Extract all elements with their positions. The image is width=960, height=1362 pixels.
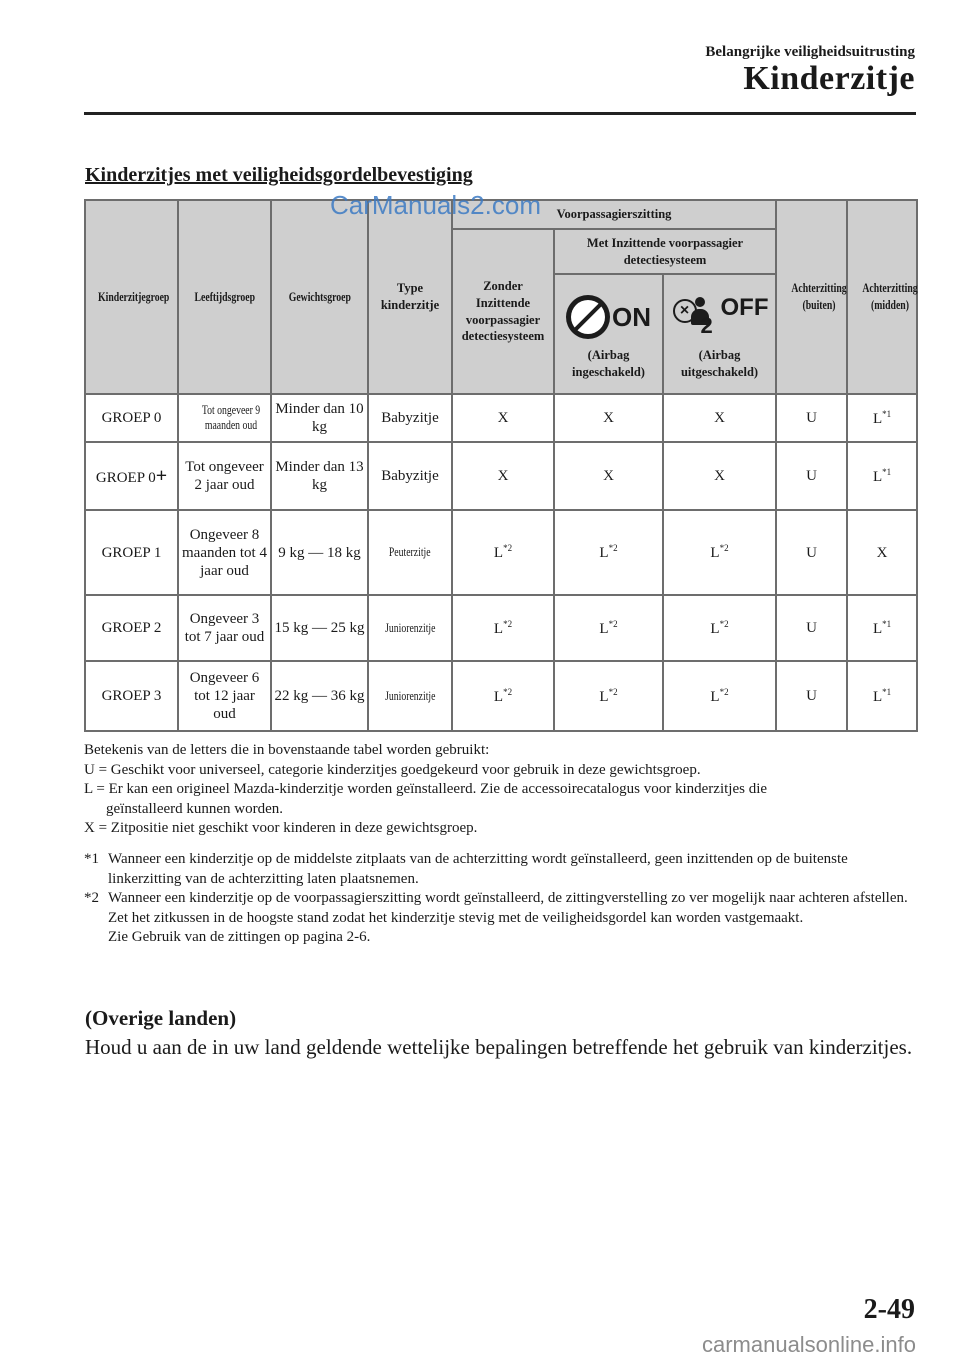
- col-header-type: Type kinderzitje: [368, 200, 452, 394]
- col-header-rear-outer: Achterzitting (buiten): [776, 200, 847, 394]
- header-divider: [84, 112, 916, 115]
- rear-outer-cell: U: [776, 394, 847, 442]
- rear-middle-cell: $L^{*1}$: [847, 595, 917, 661]
- airbag-on-cell: X: [554, 442, 663, 510]
- group-cell: GROEP 3: [85, 661, 178, 731]
- type-cell: Babyzitje: [368, 394, 452, 442]
- footnote-2: *2 Wanneer een kinderzitje op de voorpassagierszitting wordt geïnstalleerd, de zittingverstelling zo ver mogelijk naar achteren afstellen. Zet het zitkussen in de hoogste stand zodat het kinderzitje stevig met de veiligheidsgordel kan worden vastgemaakt. Zie Gebruik van de zittingen op pagina 2-6.: [84, 890, 908, 945]
- rear-middle-cell: $L^{*1}$: [847, 442, 917, 510]
- rear-outer-cell: U: [776, 510, 847, 595]
- airbag-off-cell: X: [663, 394, 776, 442]
- without-detection-cell: X: [452, 442, 554, 510]
- without-detection-cell: $L^{*2}$: [452, 661, 554, 731]
- age-cell: Ongeveer 6 tot 12 jaar oud: [178, 661, 271, 731]
- weight-cell: 22 kg — 36 kg: [271, 661, 368, 731]
- off-label: OFF: [720, 293, 769, 321]
- page-reference: Zie Gebruik van de zittingen op pagina 2-6.: [108, 929, 371, 945]
- rear-middle-cell: $L^{*1}$: [847, 394, 917, 442]
- group-cell: GROEP 1: [85, 510, 178, 595]
- table-row: [85, 595, 917, 661]
- airbag-on-label: (Airbag ingeschakeld): [572, 348, 645, 379]
- weight-cell: 15 kg — 25 kg: [271, 595, 368, 661]
- table-row: [85, 442, 917, 510]
- weight-cell: Minder dan 10 kg: [271, 394, 368, 442]
- weight-cell: Minder dan 13 kg: [271, 442, 368, 510]
- rear-middle-cell: X: [847, 510, 917, 595]
- airbag-on-indicator: [557, 287, 660, 347]
- rear-outer-cell: U: [776, 661, 847, 731]
- airbag-off-label: (Airbag uitgeschakeld): [680, 348, 759, 379]
- without-detection-cell: $L^{*2}$: [452, 510, 554, 595]
- legend-l-continued: geïnstalleerd kunnen worden.: [106, 800, 284, 817]
- col-header-airbag-off: [663, 274, 776, 394]
- watermark-text: CarManuals2.com: [330, 190, 541, 220]
- passenger-airbag-off-icon: × 2: [671, 295, 719, 339]
- airbag-off-indicator: [666, 287, 773, 347]
- rear-outer-cell: U: [776, 442, 847, 510]
- section-title: Kinderzitjes met veiligheidsgordelbevestiging: [85, 164, 473, 186]
- footnotes: [84, 850, 919, 948]
- on-label: ON: [612, 301, 651, 332]
- table-row: [85, 661, 917, 731]
- col-header-front-seat: Voorpassagierszitting: [452, 200, 776, 229]
- legend: [84, 741, 919, 839]
- col-header-airbag-on: [554, 274, 663, 394]
- legend-l: L = Er kan een origineel Mazda-kinderzitje worden geïnstalleerd. Zie de accessoirecatalogus voor kinderzitjes die: [84, 781, 768, 797]
- legend-x: X = Zitpositie niet geschikt voor kinderen in deze gewichtsgroep.: [84, 820, 478, 836]
- col-header-weight: Gewichtsgroep: [271, 200, 368, 394]
- weight-cell: 9 kg — 18 kg: [271, 510, 368, 595]
- type-cell: Juniorenzitje: [368, 595, 452, 661]
- type-cell: Babyzitje: [368, 442, 452, 510]
- type-cell: Juniorenzitje: [368, 661, 452, 731]
- col-header-rear-middle: Achterzitting (midden): [847, 200, 917, 394]
- airbag-off-cell: $L^{*2}$: [663, 661, 776, 731]
- without-detection-cell: X: [452, 394, 554, 442]
- seat-airbag-icon: [566, 295, 610, 339]
- age-cell: Tot ongeveer 9 maanden oud: [178, 394, 271, 442]
- airbag-on-cell: $L^{*2}$: [554, 595, 663, 661]
- group-cell: GROEP 0: [85, 394, 178, 442]
- airbag-off-cell: $L^{*2}$: [663, 595, 776, 661]
- airbag-on-cell: X: [554, 394, 663, 442]
- airbag-off-cell: X: [663, 442, 776, 510]
- age-cell: Ongeveer 8 maanden tot 4 jaar oud: [178, 510, 271, 595]
- footer-watermark: carmanualsonline.info: [701, 1332, 916, 1357]
- other-countries-heading: (Overige landen): [85, 1006, 237, 1030]
- col-header-without-detection: Zonder Inzittende voorpassagier detectiesysteem: [452, 229, 554, 394]
- page-number: 2-49: [863, 1294, 915, 1325]
- legend-u: U = Geschikt voor universeel, categorie kinderzitjes goedgekeurd voor gebruik in deze gewichtsgroep.: [84, 761, 701, 778]
- rear-outer-cell: U: [776, 595, 847, 661]
- age-cell: Ongeveer 3 tot 7 jaar oud: [178, 595, 271, 661]
- footnote-1: *1 Wanneer een kinderzitje op de middelste zitplaats van de achterzitting wordt geïnstalleerd, geen inzittenden op de buitenste linkerzitting van de achterzitting laten plaatsnemen.: [84, 851, 848, 887]
- airbag-off-cell: $L^{*2}$: [663, 510, 776, 595]
- legend-intro: Betekenis van de letters die in bovenstaande tabel worden gebruikt:: [84, 742, 490, 758]
- col-header-with-detection: Met Inzittende voorpassagier detectiesysteem: [554, 229, 776, 274]
- table-row: [85, 394, 917, 442]
- child-seat-table: [84, 199, 918, 732]
- age-cell: Tot ongeveer 2 jaar oud: [178, 442, 271, 510]
- group-cell: GROEP 2: [85, 595, 178, 661]
- airbag-on-cell: $L^{*2}$: [554, 661, 663, 731]
- plus-icon: +: [155, 464, 168, 487]
- rear-middle-cell: $L^{*1}$: [847, 661, 917, 731]
- col-header-age: Leeftijdsgroep: [178, 200, 271, 394]
- airbag-on-cell: $L^{*2}$: [554, 510, 663, 595]
- col-header-group: Kinderzitjegroep: [85, 200, 178, 394]
- chapter-label: Belangrijke veiligheidsuitrusting: [705, 44, 915, 60]
- type-cell: Peuterzitje: [368, 510, 452, 595]
- group-cell: GROEP 0+: [85, 442, 178, 510]
- other-countries-text: Houd u aan de in uw land geldende wettelijke bepalingen betreffende het gebruik van kinderzitjes.: [85, 1035, 913, 1059]
- page-title: Kinderzitje: [743, 60, 915, 97]
- table-row: [85, 510, 917, 595]
- without-detection-cell: $L^{*2}$: [452, 595, 554, 661]
